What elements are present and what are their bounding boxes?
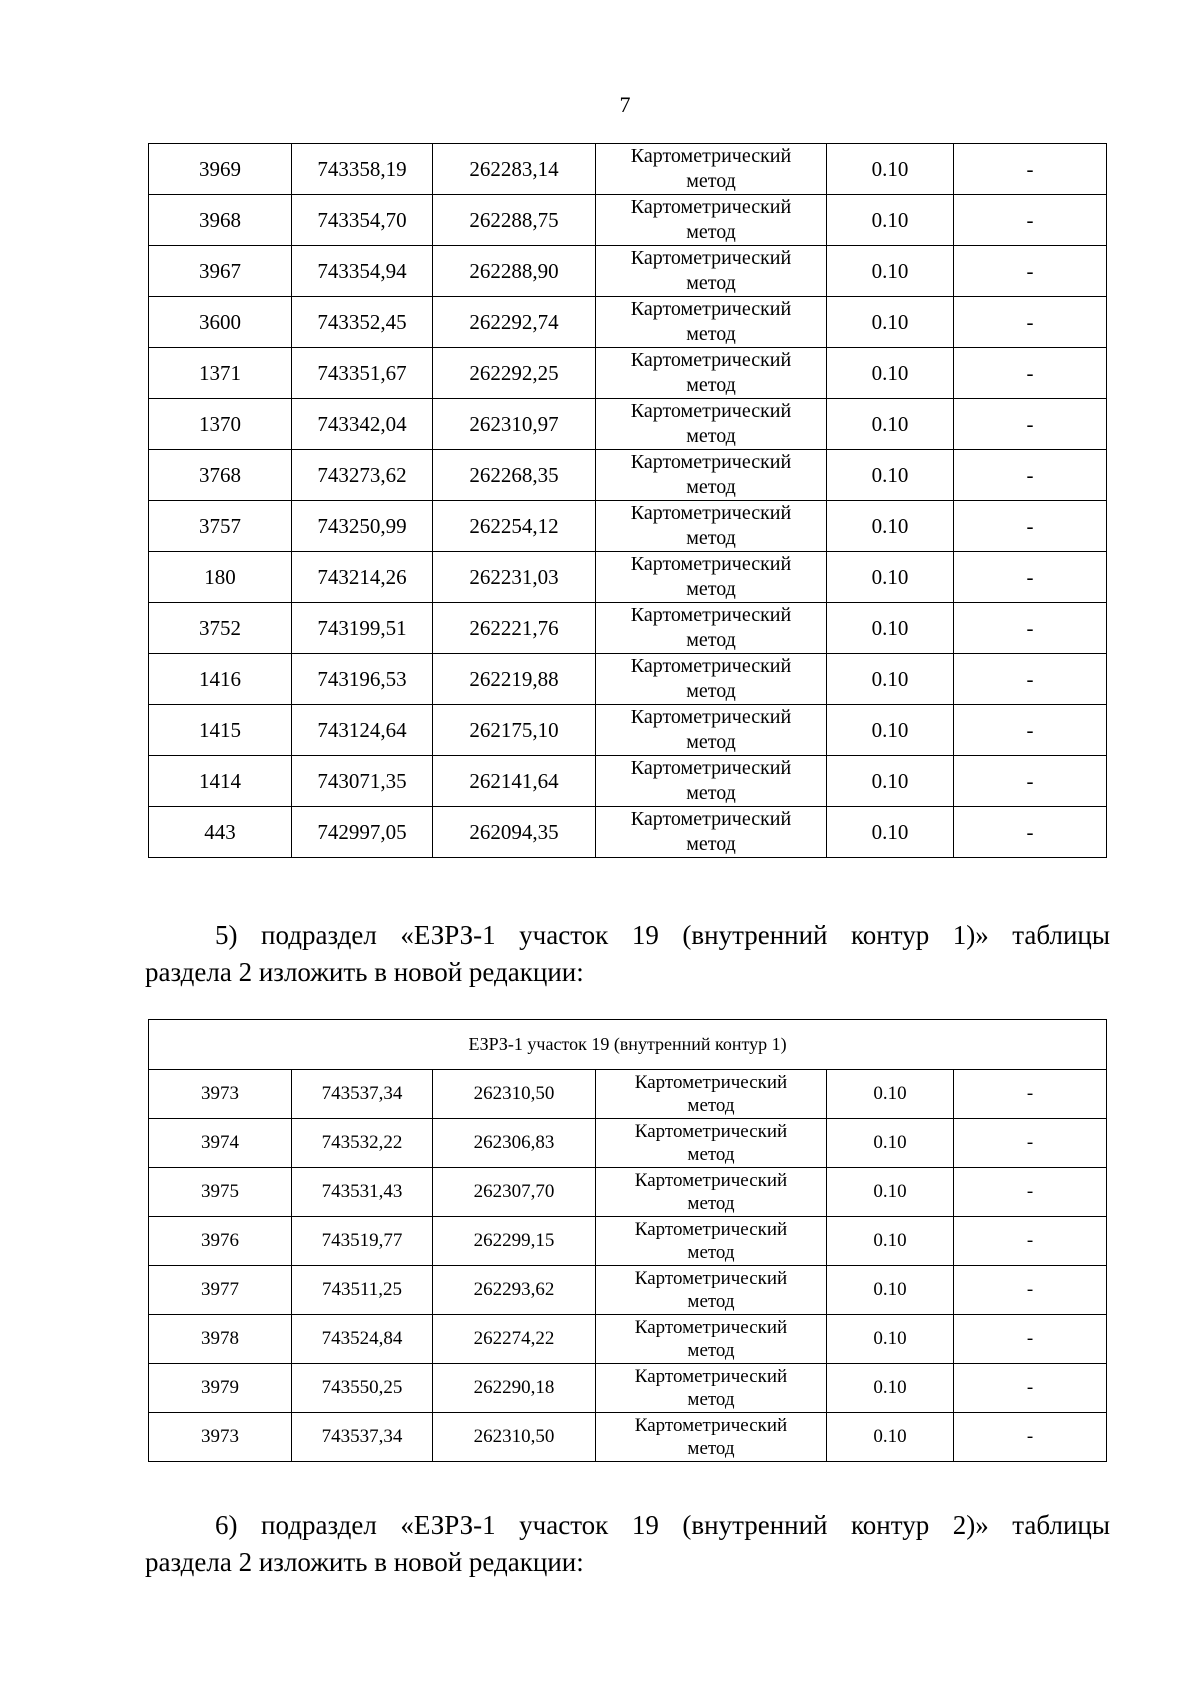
x-coordinate-cell: 743537,34 xyxy=(292,1413,433,1462)
point-number-cell: 3967 xyxy=(149,246,292,297)
x-coordinate-cell: 743250,99 xyxy=(292,501,433,552)
table-row xyxy=(149,1217,1107,1266)
method-line-1: Картометрический xyxy=(630,757,792,779)
y-coordinate-cell: 262221,76 xyxy=(433,603,596,654)
point-number-cell: 1414 xyxy=(149,756,292,807)
method-line-2: метод xyxy=(687,1389,735,1410)
x-coordinate-cell: 743358,19 xyxy=(292,144,433,195)
y-coordinate-cell: 262268,35 xyxy=(433,450,596,501)
x-coordinate-cell: 743196,53 xyxy=(292,654,433,705)
method-line-2: метод xyxy=(686,833,736,855)
note-cell: - xyxy=(954,450,1107,501)
x-coordinate-cell: 743071,35 xyxy=(292,756,433,807)
y-coordinate-cell: 262292,74 xyxy=(433,297,596,348)
method-line-1: Картометрический xyxy=(630,298,792,320)
method-line-2: метод xyxy=(686,374,736,396)
method-line-2: метод xyxy=(686,221,736,243)
x-coordinate-cell: 743351,67 xyxy=(292,348,433,399)
table-row xyxy=(149,501,1107,552)
table-row xyxy=(149,144,1107,195)
note-cell: - xyxy=(954,195,1107,246)
method-cell xyxy=(596,756,827,807)
method-line-2: метод xyxy=(686,680,736,702)
accuracy-cell: 0.10 xyxy=(827,501,954,552)
method-cell xyxy=(596,552,827,603)
table-row xyxy=(149,1168,1107,1217)
x-coordinate-cell: 743532,22 xyxy=(292,1119,433,1168)
x-coordinate-cell: 743199,51 xyxy=(292,603,433,654)
table-row xyxy=(149,603,1107,654)
accuracy-cell: 0.10 xyxy=(827,195,954,246)
y-coordinate-cell: 262288,75 xyxy=(433,195,596,246)
method-line-1: Картометрический xyxy=(630,196,792,218)
page-number: 7 xyxy=(619,92,631,117)
accuracy-cell: 0.10 xyxy=(827,1413,954,1462)
method-line-1: Картометрический xyxy=(630,400,792,422)
y-coordinate-cell: 262292,25 xyxy=(433,348,596,399)
table-caption: ЕЗРЗ-1 участок 19 (внутренний контур 1) xyxy=(149,1020,1107,1070)
note-cell: - xyxy=(954,1217,1107,1266)
point-number-cell: 1370 xyxy=(149,399,292,450)
point-number-cell: 3973 xyxy=(149,1070,292,1119)
accuracy-cell: 0.10 xyxy=(827,1315,954,1364)
point-number-cell: 3978 xyxy=(149,1315,292,1364)
method-line-2: метод xyxy=(686,170,736,192)
point-number-cell: 3976 xyxy=(149,1217,292,1266)
paragraph-6-line-1: 6) подраздел «ЕЗРЗ-1 участок 19 (внутренний контур 2)» таблицы xyxy=(215,1510,1110,1540)
accuracy-cell: 0.10 xyxy=(827,297,954,348)
method-line-1: Картометрический xyxy=(630,145,792,167)
note-cell: - xyxy=(954,603,1107,654)
method-line-2: метод xyxy=(687,1144,735,1165)
method-line-2: метод xyxy=(686,629,736,651)
method-cell xyxy=(596,807,827,858)
point-number-cell: 3974 xyxy=(149,1119,292,1168)
point-number-cell: 3979 xyxy=(149,1364,292,1413)
y-coordinate-cell: 262310,50 xyxy=(433,1070,596,1119)
y-coordinate-cell: 262283,14 xyxy=(433,144,596,195)
method-cell xyxy=(596,654,827,705)
accuracy-cell: 0.10 xyxy=(827,1266,954,1315)
method-line-1: Картометрический xyxy=(630,502,792,524)
point-number-cell: 180 xyxy=(149,552,292,603)
x-coordinate-cell: 743273,62 xyxy=(292,450,433,501)
accuracy-cell: 0.10 xyxy=(827,348,954,399)
method-line-1: Картометрический xyxy=(630,604,792,626)
table-caption-row xyxy=(149,1020,1107,1070)
table-row xyxy=(149,756,1107,807)
method-cell xyxy=(596,1315,827,1364)
method-line-2: метод xyxy=(686,782,736,804)
y-coordinate-cell: 262141,64 xyxy=(433,756,596,807)
y-coordinate-cell: 262175,10 xyxy=(433,705,596,756)
table-row xyxy=(149,399,1107,450)
method-line-2: метод xyxy=(686,425,736,447)
accuracy-cell: 0.10 xyxy=(827,1364,954,1413)
x-coordinate-cell: 743524,84 xyxy=(292,1315,433,1364)
method-line-2: метод xyxy=(687,1242,735,1263)
coordinates-table-continued xyxy=(148,143,1107,858)
point-number-cell: 443 xyxy=(149,807,292,858)
note-cell: - xyxy=(954,1168,1107,1217)
method-line-2: метод xyxy=(687,1291,735,1312)
accuracy-cell: 0.10 xyxy=(827,705,954,756)
table-row xyxy=(149,450,1107,501)
method-line-2: метод xyxy=(687,1193,735,1214)
method-line-1: Картометрический xyxy=(634,1170,788,1191)
point-number-cell: 3977 xyxy=(149,1266,292,1315)
method-cell xyxy=(596,1413,827,1462)
note-cell: - xyxy=(954,348,1107,399)
accuracy-cell: 0.10 xyxy=(827,1119,954,1168)
point-number-cell: 3752 xyxy=(149,603,292,654)
y-coordinate-cell: 262288,90 xyxy=(433,246,596,297)
accuracy-cell: 0.10 xyxy=(827,1070,954,1119)
accuracy-cell: 0.10 xyxy=(827,603,954,654)
method-line-2: метод xyxy=(686,731,736,753)
method-cell xyxy=(596,1168,827,1217)
accuracy-cell: 0.10 xyxy=(827,246,954,297)
point-number-cell: 3600 xyxy=(149,297,292,348)
note-cell: - xyxy=(954,1119,1107,1168)
note-cell: - xyxy=(954,1364,1107,1413)
method-line-1: Картометрический xyxy=(634,1268,788,1289)
x-coordinate-cell: 743550,25 xyxy=(292,1364,433,1413)
y-coordinate-cell: 262290,18 xyxy=(433,1364,596,1413)
accuracy-cell: 0.10 xyxy=(827,756,954,807)
table-row xyxy=(149,1364,1107,1413)
paragraph-5-line-2: раздела 2 изложить в новой редакции: xyxy=(145,957,584,987)
method-line-1: Картометрический xyxy=(630,247,792,269)
note-cell: - xyxy=(954,1315,1107,1364)
note-cell: - xyxy=(954,501,1107,552)
point-number-cell: 1416 xyxy=(149,654,292,705)
paragraph-6 xyxy=(145,1507,1110,1581)
accuracy-cell: 0.10 xyxy=(827,144,954,195)
point-number-cell: 3768 xyxy=(149,450,292,501)
x-coordinate-cell: 743352,45 xyxy=(292,297,433,348)
note-cell: - xyxy=(954,1266,1107,1315)
method-cell xyxy=(596,1217,827,1266)
table-row xyxy=(149,705,1107,756)
paragraph-5-line-1: 5) подраздел «ЕЗРЗ-1 участок 19 (внутренний контур 1)» таблицы xyxy=(215,920,1110,950)
x-coordinate-cell: 743354,94 xyxy=(292,246,433,297)
paragraph-5 xyxy=(145,917,1110,991)
note-cell: - xyxy=(954,756,1107,807)
note-cell: - xyxy=(954,654,1107,705)
method-line-2: метод xyxy=(686,272,736,294)
x-coordinate-cell: 743124,64 xyxy=(292,705,433,756)
note-cell: - xyxy=(954,297,1107,348)
accuracy-cell: 0.10 xyxy=(827,399,954,450)
method-line-1: Картометрический xyxy=(630,808,792,830)
y-coordinate-cell: 262299,15 xyxy=(433,1217,596,1266)
y-coordinate-cell: 262310,97 xyxy=(433,399,596,450)
point-number-cell: 1415 xyxy=(149,705,292,756)
method-line-1: Картометрический xyxy=(630,349,792,371)
point-number-cell: 3973 xyxy=(149,1413,292,1462)
note-cell: - xyxy=(954,705,1107,756)
accuracy-cell: 0.10 xyxy=(827,1217,954,1266)
method-cell xyxy=(596,297,827,348)
note-cell: - xyxy=(954,807,1107,858)
table-row xyxy=(149,654,1107,705)
note-cell: - xyxy=(954,1070,1107,1119)
point-number-cell: 3969 xyxy=(149,144,292,195)
method-cell xyxy=(596,705,827,756)
method-line-2: метод xyxy=(686,578,736,600)
note-cell: - xyxy=(954,246,1107,297)
y-coordinate-cell: 262306,83 xyxy=(433,1119,596,1168)
point-number-cell: 3757 xyxy=(149,501,292,552)
accuracy-cell: 0.10 xyxy=(827,807,954,858)
method-cell xyxy=(596,1364,827,1413)
method-line-1: Картометрический xyxy=(634,1317,788,1338)
x-coordinate-cell: 743531,43 xyxy=(292,1168,433,1217)
method-line-2: метод xyxy=(686,323,736,345)
table-row xyxy=(149,246,1107,297)
method-line-1: Картометрический xyxy=(630,706,792,728)
table-row xyxy=(149,195,1107,246)
table-row xyxy=(149,297,1107,348)
inner-contour-1-table xyxy=(148,1019,1107,1462)
method-cell xyxy=(596,603,827,654)
method-line-1: Картометрический xyxy=(634,1219,788,1240)
y-coordinate-cell: 262219,88 xyxy=(433,654,596,705)
table-row xyxy=(149,1315,1107,1364)
x-coordinate-cell: 743519,77 xyxy=(292,1217,433,1266)
x-coordinate-cell: 743342,04 xyxy=(292,399,433,450)
method-cell xyxy=(596,399,827,450)
method-line-2: метод xyxy=(687,1095,735,1116)
method-cell xyxy=(596,501,827,552)
y-coordinate-cell: 262231,03 xyxy=(433,552,596,603)
table-row xyxy=(149,552,1107,603)
y-coordinate-cell: 262254,12 xyxy=(433,501,596,552)
accuracy-cell: 0.10 xyxy=(827,1168,954,1217)
method-line-1: Картометрический xyxy=(630,553,792,575)
table-row xyxy=(149,1413,1107,1462)
method-line-2: метод xyxy=(686,476,736,498)
method-cell xyxy=(596,144,827,195)
note-cell: - xyxy=(954,144,1107,195)
table-row xyxy=(149,348,1107,399)
method-cell xyxy=(596,1266,827,1315)
method-line-1: Картометрический xyxy=(634,1072,788,1093)
x-coordinate-cell: 743214,26 xyxy=(292,552,433,603)
x-coordinate-cell: 743511,25 xyxy=(292,1266,433,1315)
note-cell: - xyxy=(954,399,1107,450)
point-number-cell: 3975 xyxy=(149,1168,292,1217)
y-coordinate-cell: 262274,22 xyxy=(433,1315,596,1364)
method-cell xyxy=(596,1070,827,1119)
y-coordinate-cell: 262307,70 xyxy=(433,1168,596,1217)
y-coordinate-cell: 262094,35 xyxy=(433,807,596,858)
x-coordinate-cell: 743537,34 xyxy=(292,1070,433,1119)
table-row xyxy=(149,1119,1107,1168)
method-line-1: Картометрический xyxy=(634,1366,788,1387)
method-line-2: метод xyxy=(687,1438,735,1459)
accuracy-cell: 0.10 xyxy=(827,552,954,603)
method-line-2: метод xyxy=(686,527,736,549)
method-line-1: Картометрический xyxy=(634,1121,788,1142)
note-cell: - xyxy=(954,552,1107,603)
y-coordinate-cell: 262310,50 xyxy=(433,1413,596,1462)
accuracy-cell: 0.10 xyxy=(827,450,954,501)
method-cell xyxy=(596,1119,827,1168)
method-line-1: Картометрический xyxy=(630,655,792,677)
accuracy-cell: 0.10 xyxy=(827,654,954,705)
x-coordinate-cell: 742997,05 xyxy=(292,807,433,858)
method-line-2: метод xyxy=(687,1340,735,1361)
method-cell xyxy=(596,348,827,399)
method-line-1: Картометрический xyxy=(630,451,792,473)
point-number-cell: 1371 xyxy=(149,348,292,399)
x-coordinate-cell: 743354,70 xyxy=(292,195,433,246)
y-coordinate-cell: 262293,62 xyxy=(433,1266,596,1315)
note-cell: - xyxy=(954,1413,1107,1462)
table-row xyxy=(149,807,1107,858)
method-line-1: Картометрический xyxy=(634,1415,788,1436)
method-cell xyxy=(596,450,827,501)
point-number-cell: 3968 xyxy=(149,195,292,246)
method-cell xyxy=(596,246,827,297)
paragraph-6-line-2: раздела 2 изложить в новой редакции: xyxy=(145,1547,584,1577)
table-row xyxy=(149,1266,1107,1315)
method-cell xyxy=(596,195,827,246)
table-row xyxy=(149,1070,1107,1119)
